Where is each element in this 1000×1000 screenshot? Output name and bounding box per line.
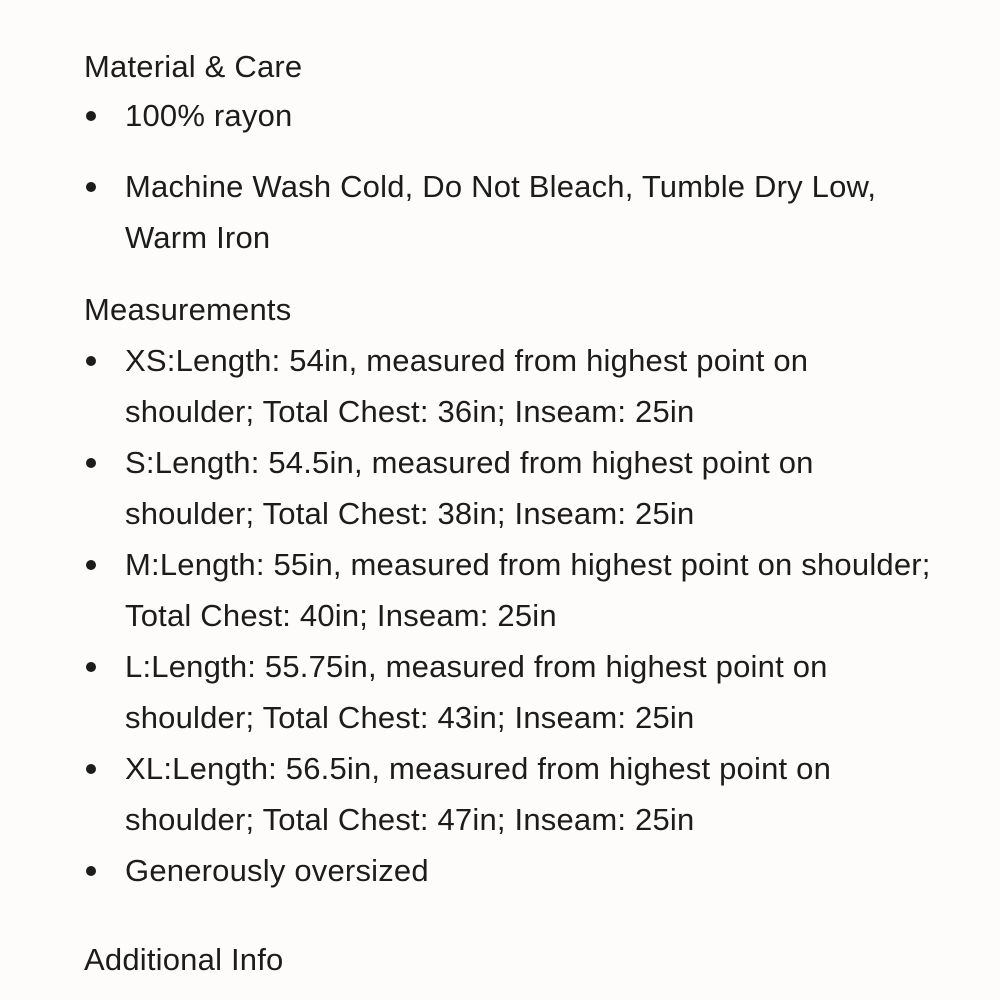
bullet-icon (86, 356, 96, 366)
bullet-icon (86, 458, 96, 468)
fit-note: Generously oversized (125, 853, 429, 888)
list-item (84, 161, 944, 263)
material-care-list (84, 90, 944, 263)
bullet-icon (86, 662, 96, 672)
bullet-icon (86, 866, 96, 876)
material-item-fabric: 100% rayon (125, 98, 293, 133)
list-item (84, 641, 944, 743)
bullet-icon (86, 764, 96, 774)
measurement-l: L:Length: 55.75in, measured from highest point on shoulder; Total Chest: 43in; Inseam: 25in (125, 649, 828, 735)
list-item (84, 90, 944, 141)
measurements-heading: Measurements (84, 292, 292, 327)
additional-info-heading[interactable]: Additional Info (84, 942, 284, 977)
measurements-list (84, 335, 944, 896)
measurement-m: M:Length: 55in, measured from highest point on shoulder; Total Chest: 40in; Inseam: 25in (125, 547, 931, 633)
material-item-care: Machine Wash Cold, Do Not Bleach, Tumble Dry Low, Warm Iron (125, 169, 877, 255)
product-details (84, 44, 944, 983)
list-item (84, 743, 944, 845)
list-item (84, 437, 944, 539)
measurement-xs: XS:Length: 54in, measured from highest point on shoulder; Total Chest: 36in; Inseam: 25in (125, 343, 809, 429)
bullet-icon (86, 560, 96, 570)
list-item (84, 845, 944, 896)
bullet-icon (86, 182, 96, 192)
list-item (84, 335, 944, 437)
measurement-xl: XL:Length: 56.5in, measured from highest point on shoulder; Total Chest: 47in; Inseam: 25in (125, 751, 832, 837)
bullet-icon (86, 111, 96, 121)
measurement-s: S:Length: 54.5in, measured from highest point on shoulder; Total Chest: 38in; Inseam: 25in (125, 445, 814, 531)
list-item (84, 539, 944, 641)
material-care-heading: Material & Care (84, 49, 303, 84)
